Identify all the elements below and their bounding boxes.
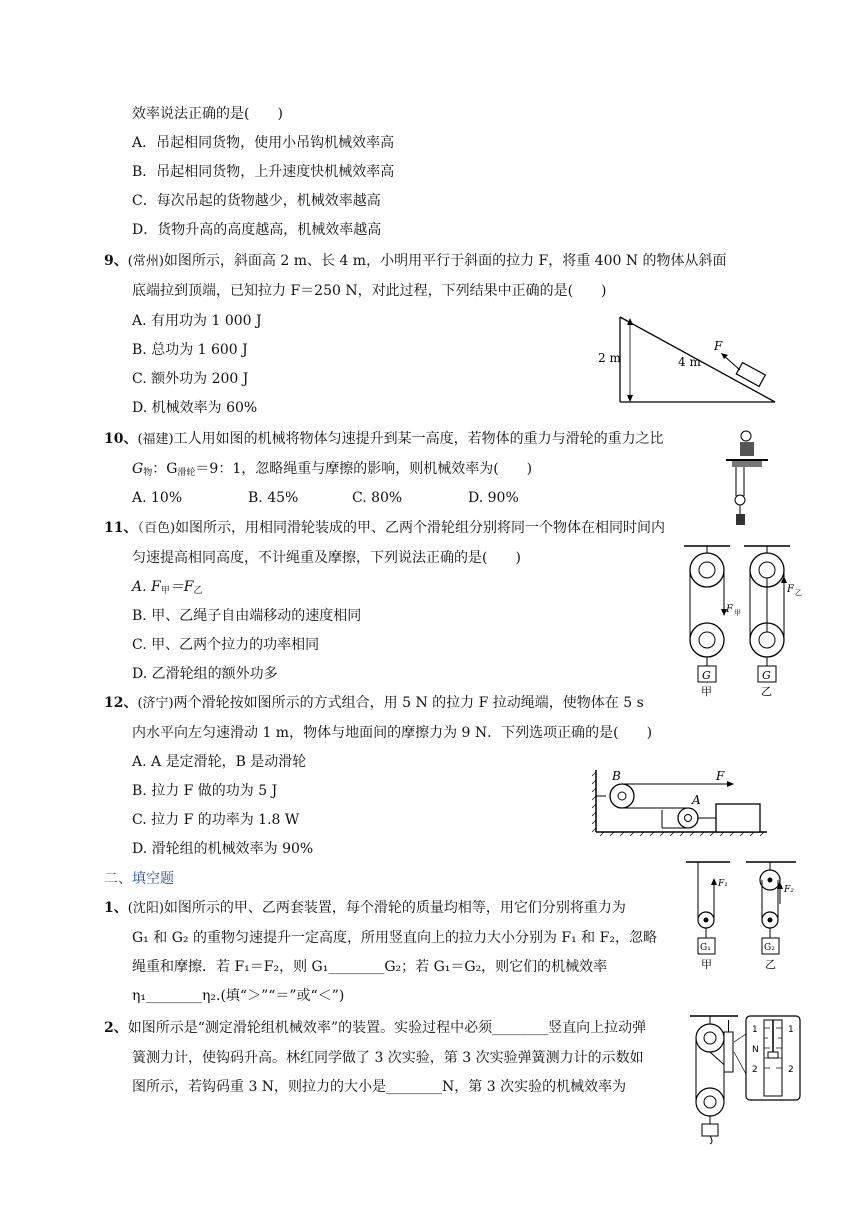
q11-number: 11、	[104, 520, 138, 536]
q11-stem-text: 如图所示，用相同滑轮装成的甲、乙两个滑轮组分别将同一个物体在相同时间内	[175, 520, 666, 536]
q11-option-a	[132, 578, 202, 600]
q12-a-label: A	[692, 793, 701, 807]
q8-option-c: C．每次吊起的货物越少，机械效率越高	[132, 193, 381, 209]
q12-source: (济宁)	[137, 696, 174, 711]
q9-source: (常州)	[127, 254, 164, 269]
f1-stem-line4: η₁________η₂.(填“＞”“＝”或“＜”)	[132, 988, 345, 1004]
q9-length-label: 4 m	[678, 355, 701, 369]
q11-option-c: C. 甲、乙两个拉力的功率相同	[132, 637, 320, 653]
q8-option-a: A．吊起相同货物，使用小吊钩机械效率高	[132, 135, 395, 151]
q8-option-b: B．吊起相同货物，上升速度快机械效率高	[132, 164, 395, 180]
q10-g-sub-pulley: 滑轮	[177, 468, 196, 478]
f1-stem-text: 如图所示的甲、乙两套装置，每个滑轮的质量均相等，用它们分别将重力为	[163, 900, 626, 916]
q12-b-label: B	[612, 769, 621, 783]
q12-stem-line2: 内水平向左匀速滑动 1 m，物体与地面间的摩擦力为 9 N．下列选项正确的是( )	[132, 725, 653, 741]
f2-tick-2-left: 2	[752, 1065, 758, 1075]
q10-option-d: D. 90%	[468, 490, 519, 506]
q10-number: 10、	[104, 431, 138, 447]
f2-stem-line3: 图所示，若钩码重 3 N，则拉力的大小是________N，第 3 次实验的机械效率为	[132, 1079, 627, 1095]
q11-pulley-groups-figure	[680, 540, 810, 698]
q10-g-symbol: G	[132, 461, 144, 477]
q11-source: （百色)	[137, 521, 176, 536]
f1-pulley-figure	[684, 858, 804, 986]
f1-number: 1、	[104, 900, 128, 916]
f2-spring-scale-figure	[688, 1012, 804, 1148]
f1-label-yi: 乙	[765, 958, 776, 971]
q12-f-label: F	[716, 769, 725, 783]
q12-stem-text: 两个滑轮按如图所示的方式组合，用 5 N 的拉力 F 拉动绳端，使物体在 5 s	[173, 695, 644, 711]
q9-option-a: A. 有用功为 1 000 J	[132, 313, 262, 329]
f2-unit-n: N	[752, 1045, 759, 1055]
q11-a-sub1: 甲	[160, 586, 170, 596]
f1-f1-label: F₁	[718, 879, 728, 889]
q10-stem-rest: ＝9：1，忽略绳重与摩擦的影响，则机械效率为( )	[195, 461, 533, 477]
f1-source: (沈阳)	[127, 901, 164, 916]
q9-incline-figure	[590, 312, 780, 407]
q9-option-c: C. 额外功为 200 J	[132, 371, 249, 387]
q11-f1-sub: 甲	[734, 609, 741, 617]
q10-option-a: A. 10%	[132, 490, 183, 506]
f1-f2-label: F₂	[784, 885, 794, 895]
q11-a-sub2: 乙	[193, 586, 203, 596]
q10-stem-line2	[132, 460, 532, 482]
q8-option-d: D．货物升高的高度越高，机械效率越高	[132, 222, 382, 238]
f2-tick-1-left: 1	[752, 1025, 758, 1035]
q11-g2-label: G	[762, 669, 771, 682]
f1-g2-label: G₂	[764, 943, 775, 953]
f1-stem-line3: 绳重和摩擦．若 F₁＝F₂，则 G₁________G₂；若 G₁＝G₂，则它们的机械效率	[132, 959, 608, 975]
f2-number: 2、	[104, 1020, 128, 1036]
q10-source: (福建)	[137, 432, 174, 447]
q9-stem-text: 如图所示，斜面高 2 m、长 4 m，小明用平行于斜面的拉力 F，将重 400 N 的物体从斜面	[163, 253, 727, 269]
f2-tick-2-right: 2	[788, 1065, 794, 1075]
q11-stem-line2: 匀速提高相同高度，不计绳重及摩擦，下列说法正确的是( )	[132, 550, 521, 566]
q12-horizontal-pulley-figure	[592, 766, 772, 840]
q11-label-yi: 乙	[761, 685, 772, 698]
f1-stem-line2: G₁ 和 G₂ 的重物匀速提升一定高度，所用竖直向上的拉力大小分别为 F₁ 和 F₂，忽略	[132, 930, 657, 946]
q11-f2-label: F	[787, 584, 794, 595]
q12-stem-line1	[104, 694, 644, 713]
q11-a-f: A. F	[132, 579, 161, 595]
f2-tick-1-right: 1	[788, 1025, 794, 1035]
f2-stem-line1	[104, 1019, 646, 1037]
q11-f2-sub: 乙	[795, 589, 802, 597]
q10-g-sub-object: 物	[143, 468, 153, 478]
f1-label-jia: 甲	[701, 958, 712, 971]
q12-option-d: D. 滑轮组的机械效率为 90%	[132, 841, 314, 857]
q11-a-eq: ＝F	[169, 579, 194, 595]
q9-force-label: F	[714, 339, 723, 353]
q9-number: 9、	[104, 253, 128, 269]
f2-stem-line2: 簧测力计，使钩码升高。林红同学做了 3 次实验，第 3 次实验弹簧测力计的示数如	[132, 1050, 644, 1066]
q11-option-d: D. 乙滑轮组的额外功多	[132, 666, 278, 682]
q10-stem-text: 工人用如图的机械将物体匀速提升到某一高度，若物体的重力与滑轮的重力之比	[173, 431, 664, 447]
q11-label-jia: 甲	[701, 685, 712, 698]
q9-option-d: D. 机械效率为 60%	[132, 400, 258, 416]
q12-option-c: C. 拉力 F 的功率为 1.8 W	[132, 812, 300, 828]
f1-g1-label: G₁	[700, 943, 711, 953]
section-fill-in-title: 二、填空题	[104, 871, 174, 887]
q8-stem: 效率说法正确的是( )	[132, 106, 283, 122]
q10-option-c: C. 80%	[352, 490, 403, 506]
q12-option-a: A. A 是定滑轮，B 是动滑轮	[132, 754, 307, 770]
q9-option-b: B. 总功为 1 600 J	[132, 342, 248, 358]
q11-f1-label: F	[726, 604, 733, 615]
q9-stem-line1	[104, 252, 727, 271]
q10-worker-pulley-figure	[722, 428, 772, 528]
q10-option-b: B. 45%	[248, 490, 299, 506]
q11-option-b: B. 甲、乙绳子自由端移动的速度相同	[132, 608, 362, 624]
q12-option-b: B. 拉力 F 做的功为 5 J	[132, 783, 278, 799]
q11-g1-label: G	[702, 669, 711, 682]
q10-ratio-colon: ：G	[152, 461, 178, 477]
q10-stem-line1	[104, 430, 664, 449]
f2-stem-text: 如图所示是“测定滑轮组机械效率”的装置。实验过程中必须________竖直向上拉动弹	[127, 1020, 647, 1036]
q9-stem-line2: 底端拉到顶端，已知拉力 F＝250 N，对此过程，下列结果中正确的是( )	[132, 283, 607, 299]
f1-stem-line1	[104, 899, 626, 918]
q11-stem-line1	[104, 519, 665, 538]
q9-height-label: 2 m	[598, 351, 621, 365]
q12-number: 12、	[104, 695, 138, 711]
